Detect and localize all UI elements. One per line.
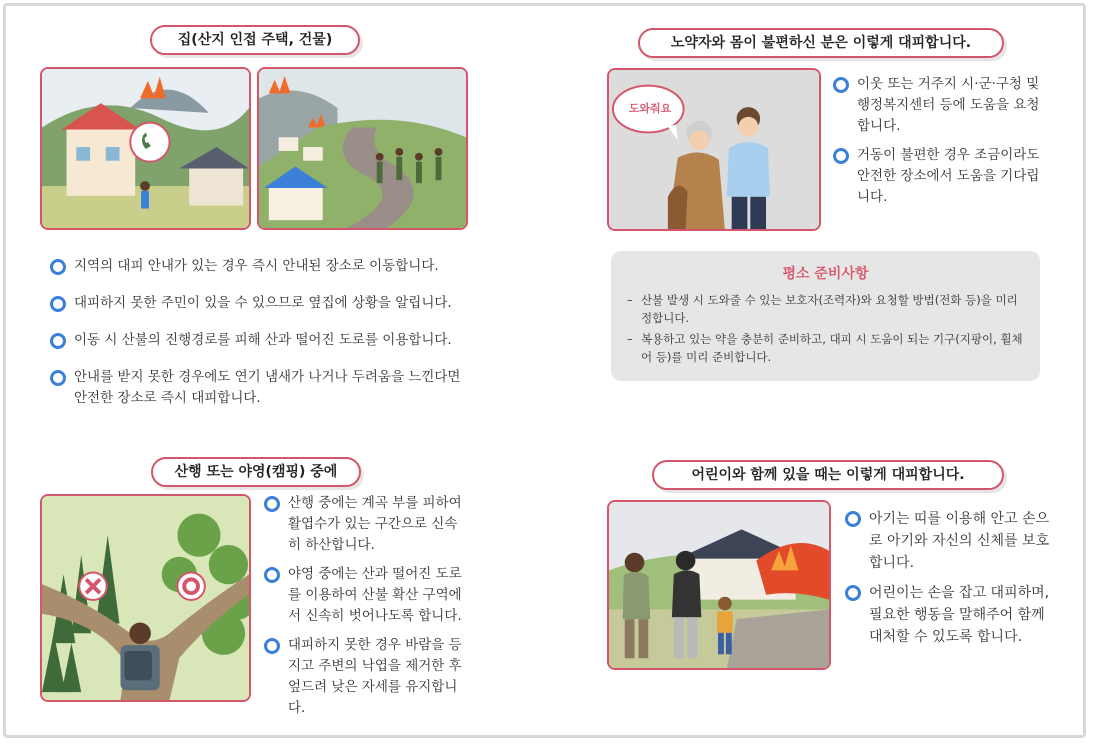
bullet-icon — [50, 370, 66, 386]
speech-bubble-text: 도와줘요 — [628, 102, 672, 115]
illustration-elderly-help — [607, 68, 821, 231]
bullet-text: 아기는 띠를 이용해 안고 손으로 아기와 자신의 신체를 보호합니다. — [869, 511, 1050, 571]
bullet-text: 거동이 불편한 경우 조금이라도 안전한 장소에서 도움을 기다립니다. — [857, 147, 1040, 205]
list-item — [264, 635, 470, 719]
bullet-icon — [50, 333, 66, 349]
bullet-text: 산행 중에는 계곡 부를 피하여 활엽수가 있는 구간으로 신속히 하산합니다. — [288, 495, 462, 553]
preparation-list — [611, 291, 1040, 366]
bullet-text: 대피하지 못한 경우 바람을 등지고 주변의 낙엽을 제거한 후 엎드려 낮은 자세를 유지합니다. — [288, 637, 462, 716]
list-item — [50, 330, 470, 351]
list-item — [50, 293, 470, 314]
bullet-text: 이동 시 산불의 진행경로를 피해 산과 떨어진 도로를 이용합니다. — [74, 332, 452, 348]
section4-bullet-list — [845, 508, 1057, 648]
section-title-elderly: 노약자와 몸이 불편하신 분은 이렇게 대피합니다. — [638, 28, 1004, 58]
preparation-title: 평소 준비사항 — [782, 266, 869, 282]
bullet-icon — [264, 567, 280, 583]
bullet-icon — [264, 496, 280, 512]
bullet-icon — [845, 585, 861, 601]
illustration-children-evacuation — [607, 500, 831, 670]
bullet-text: 대피하지 못한 주민이 있을 수 있으므로 옆집에 상황을 알립니다. — [74, 295, 452, 311]
list-item — [833, 145, 1041, 208]
bullet-icon — [50, 259, 66, 275]
bullet-text: 야영 중에는 산과 떨어진 도로를 이용하여 산불 확산 구역에서 신속히 벗어나도록 합니다. — [288, 566, 462, 624]
list-item — [50, 367, 470, 409]
preparation-text: 복용하고 있는 약을 충분히 준비하고, 대피 시 도움이 되는 기구(지팡이, 휠체어 등)를 미리 준비합니다. — [641, 332, 1023, 364]
section3-bullet-list — [264, 493, 470, 719]
preparation-text: 산불 발생 시 도와줄 수 있는 보호자(조력자)와 요청할 방법(전화 등)을 미리 정합니다. — [641, 293, 1018, 325]
list-item — [845, 508, 1057, 574]
bullet-icon — [264, 638, 280, 654]
bullet-icon — [833, 148, 849, 164]
section-title-children: 어린이와 함께 있을 때는 이렇게 대피합니다. — [652, 460, 1004, 490]
bullet-text: 어린이는 손을 잡고 대피하며, 필요한 행동을 말해주어 함께 대처할 수 있도록 합니다. — [869, 585, 1050, 645]
list-item — [264, 493, 470, 556]
bullet-text: 지역의 대피 안내가 있는 경우 즉시 안내된 장소로 이동합니다. — [74, 258, 439, 274]
bullet-icon — [845, 511, 861, 527]
bullet-icon — [50, 296, 66, 312]
preparation-panel — [611, 251, 1040, 381]
section-title-home: 집(산지 인접 주택, 건물) — [150, 25, 360, 55]
list-item — [264, 564, 470, 627]
illustration-village-evacuation — [257, 67, 468, 230]
illustration-home-phone — [40, 67, 251, 230]
list-item — [845, 582, 1057, 648]
list-item — [50, 256, 470, 277]
section-title-hiking: 산행 또는 야영(캠핑) 중에 — [151, 457, 361, 487]
list-item: – 산불 발생 시 도와줄 수 있는 보호자(조력자)와 요청할 방법(전화 등)을 미리 정합니다. — [627, 293, 1018, 325]
section2-bullet-list — [833, 74, 1041, 208]
illustration-hiking-fork — [40, 494, 251, 702]
list-item — [833, 74, 1041, 137]
section1-bullet-list — [50, 256, 470, 409]
bullet-icon — [833, 77, 849, 93]
bullet-text: 안내를 받지 못한 경우에도 연기 냄새가 나거나 두려움을 느낀다면 안전한 장소로 즉시 대피합니다. — [74, 369, 461, 406]
list-item: – 복용하고 있는 약을 충분히 준비하고, 대피 시 도움이 되는 기구(지팡이, 휠체어 등)를 미리 준비합니다. — [627, 332, 1023, 364]
bullet-text: 이웃 또는 거주지 시·군·구청 및 행정복지센터 등에 도움을 요청합니다. — [857, 76, 1040, 134]
